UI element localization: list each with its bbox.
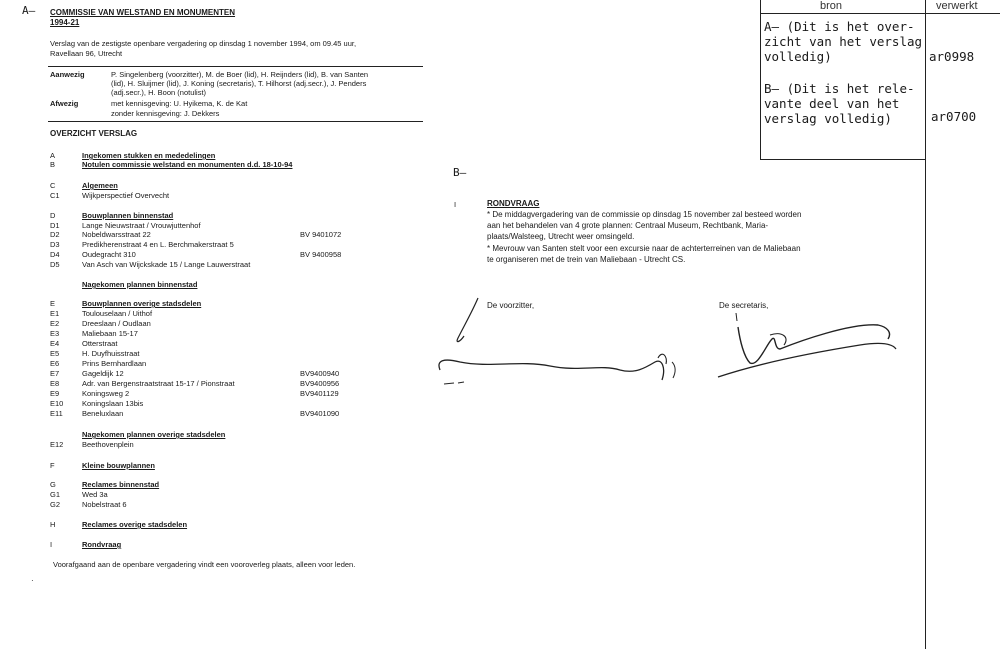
agenda-code: E7 xyxy=(50,369,60,378)
agenda-code: I xyxy=(50,540,53,549)
agenda-code: C1 xyxy=(50,191,60,200)
agenda-code: D5 xyxy=(50,260,60,269)
secretary-signature xyxy=(710,305,910,395)
agenda-text: Toulouselaan / Uithof xyxy=(82,309,153,318)
agenda-code: E4 xyxy=(50,339,60,348)
agenda-text: Gageldijk 12 xyxy=(82,369,124,378)
entry-b-line1: B– (Dit is het rele- xyxy=(764,81,915,96)
agenda-text: Nobeldwarsstraat 22 xyxy=(82,230,151,239)
agenda-text: Predikherenstraat 4 en L. Berchmakerstraat 5 xyxy=(82,240,234,249)
agenda-text: Dreeslaan / Oudlaan xyxy=(82,319,151,328)
section-b-marker: B– xyxy=(453,166,467,179)
entry-a-code: ar0998 xyxy=(929,49,975,64)
present-line-3: (adj.secr.), H. Boon (notulist) xyxy=(111,88,207,97)
agenda-text: Van Asch van Wijckskade 15 / Lange Lauwerstraat xyxy=(82,260,251,269)
table-divider xyxy=(925,0,926,649)
agenda-code: G1 xyxy=(50,490,61,499)
agenda-text: Nagekomen plannen overige stadsdelen xyxy=(82,430,226,439)
agenda-text: Algemeen xyxy=(82,181,118,190)
agenda-number: BV 9401072 xyxy=(300,230,342,239)
rondvraag-p1-line1: * De middagvergadering van de commissie op dinsdag 15 november zal besteed worden xyxy=(487,210,802,219)
agenda-text: Wijkperspectief Overvecht xyxy=(82,191,170,200)
agenda-text: Rondvraag xyxy=(82,540,122,549)
stray-dot: · xyxy=(31,576,34,585)
secretary-label: De secretaris, xyxy=(719,301,769,310)
agenda-code: D1 xyxy=(50,221,60,230)
agenda-number: BV9401090 xyxy=(300,409,340,418)
agenda-text: Koningslaan 13bis xyxy=(82,399,144,408)
col-header-verwerkt: verwerkt xyxy=(936,0,978,12)
agenda-number: BV9400940 xyxy=(300,369,340,378)
agenda-text: Reclames binnenstad xyxy=(82,480,160,489)
agenda-code: E2 xyxy=(50,319,60,328)
agenda-code: E9 xyxy=(50,389,60,398)
agenda-text: Nobelstraat 6 xyxy=(82,500,127,509)
rondvraag-p2-line1: * Mevrouw van Santen stelt voor een excursie naar de achterterreinen van de Maliebaan xyxy=(487,244,801,253)
footer-note: Voorafgaand aan de openbare vergadering vindt een vooroverleg plaats, alleen voor leden. xyxy=(53,560,356,569)
col-header-bron: bron xyxy=(820,0,843,12)
verslag-line-1: Verslag van de zestigste openbare vergadering op dinsdag 1 november 1994, om 09.45 uur, xyxy=(50,39,357,48)
agenda-code: F xyxy=(50,461,55,470)
attendance-top-rule xyxy=(48,66,423,67)
absent-line-2: zonder kennisgeving: J. Dekkers xyxy=(111,109,220,118)
agenda-code: B xyxy=(50,160,56,169)
rondvraag-p2-line2: te organiseren met de trein van Maliebaan - Utrecht CS. xyxy=(487,255,686,264)
agenda-code: D4 xyxy=(50,250,60,259)
agenda-text: Otterstraat xyxy=(82,339,118,348)
agenda-code: E10 xyxy=(50,399,64,408)
agenda-text: H. Duyfhuisstraat xyxy=(82,349,140,358)
document-title: COMMISSIE VAN WELSTAND EN MONUMENTEN xyxy=(50,8,236,17)
attendance-bottom-rule xyxy=(48,121,423,122)
present-label: Aanwezig xyxy=(50,70,85,79)
verslag-line-2: Ravellaan 96, Utrecht xyxy=(50,49,123,58)
agenda-code: E6 xyxy=(50,359,60,368)
agenda-code: D2 xyxy=(50,230,60,239)
agenda-text: Beethovenplein xyxy=(82,440,134,449)
document-year: 1994-21 xyxy=(50,18,80,27)
rondvraag-title: RONDVRAAG xyxy=(487,199,540,208)
entry-b-code: ar0700 xyxy=(931,109,977,124)
entry-a-line1: A– (Dit is het over- xyxy=(764,19,915,34)
agenda-text: Ingekomen stukken en mededelingen xyxy=(82,151,216,160)
present-line-2: (lid), H. Sluijmer (lid), J. Koning (secretaris), T. Hilhorst (adj.secr.), J. Penders xyxy=(111,79,367,88)
entry-a-line2: zicht van het verslag xyxy=(764,34,923,49)
agenda-text: Prins Bernhardlaan xyxy=(82,359,147,368)
agenda-code: D3 xyxy=(50,240,60,249)
entry-b-line3: verslag volledig) xyxy=(764,111,892,126)
absent-label: Afwezig xyxy=(50,99,79,108)
agenda-code: E1 xyxy=(50,309,60,318)
agenda-code: E xyxy=(50,299,56,308)
present-line-1: P. Singelenberg (voorzitter), M. de Boer (lid), H. Reijnders (lid), B. van Santen xyxy=(111,70,369,79)
agenda-text: Koningsweg 2 xyxy=(82,389,130,398)
agenda-text: Bouwplannen overige stadsdelen xyxy=(82,299,202,308)
agenda-text: Kleine bouwplannen xyxy=(82,461,155,470)
table-header-rule xyxy=(760,13,1000,14)
overview-title: OVERZICHT VERSLAG xyxy=(50,129,138,138)
table-left-border xyxy=(760,0,761,160)
agenda-code: A xyxy=(50,151,56,160)
agenda-text: Beneluxlaan xyxy=(82,409,124,418)
agenda-code: D xyxy=(50,211,56,220)
entry-a-line3: volledig) xyxy=(764,49,832,64)
rondvraag-p1-line2: aan het behandelen van 4 grote plannen: Centraal Museum, Rechtbank, Maria- xyxy=(487,221,769,230)
agenda-code: G2 xyxy=(50,500,61,509)
agenda-text: Adr. van Bergenstraatstraat 15-17 / Pionstraat xyxy=(82,379,235,388)
agenda-code: H xyxy=(50,520,56,529)
agenda-text: Lange Nieuwstraat / Vrouwjuttenhof xyxy=(82,221,201,230)
agenda-number: BV9400956 xyxy=(300,379,340,388)
agenda-code: C xyxy=(50,181,56,190)
agenda-code: E11 xyxy=(50,409,63,418)
agenda-text: Notulen commissie welstand en monumenten d.d. 18-10-94 xyxy=(82,160,293,169)
agenda-text: Nagekomen plannen binnenstad xyxy=(82,280,198,289)
agenda-text: Reclames overige stadsdelen xyxy=(82,520,188,529)
agenda-code: E5 xyxy=(50,349,60,358)
section-a-marker: A– xyxy=(22,4,36,17)
table-bottom-rule xyxy=(760,159,925,160)
rondvraag-p1-line3: plaats/Walsteeg, Utrecht weer omsingeld. xyxy=(487,232,635,241)
absent-line-1: met kennisgeving: U. Hyikema, K. de Kat xyxy=(111,99,248,108)
rondvraag-code: I xyxy=(454,200,457,209)
agenda-code: E12 xyxy=(50,440,64,449)
agenda-text: Bouwplannen binnenstad xyxy=(82,211,174,220)
agenda-code: G xyxy=(50,480,56,489)
chair-label: De voorzitter, xyxy=(487,301,535,310)
chair-signature xyxy=(430,290,690,400)
agenda-text: Wed 3a xyxy=(82,490,108,499)
agenda-number: BV9401129 xyxy=(300,389,339,398)
agenda-code: E8 xyxy=(50,379,60,388)
agenda-text: Maliebaan 15-17 xyxy=(82,329,138,338)
agenda-text: Oudegracht 310 xyxy=(82,250,136,259)
agenda-number: BV 9400958 xyxy=(300,250,342,259)
entry-b-line2: vante deel van het xyxy=(764,96,900,111)
agenda-code: E3 xyxy=(50,329,60,338)
